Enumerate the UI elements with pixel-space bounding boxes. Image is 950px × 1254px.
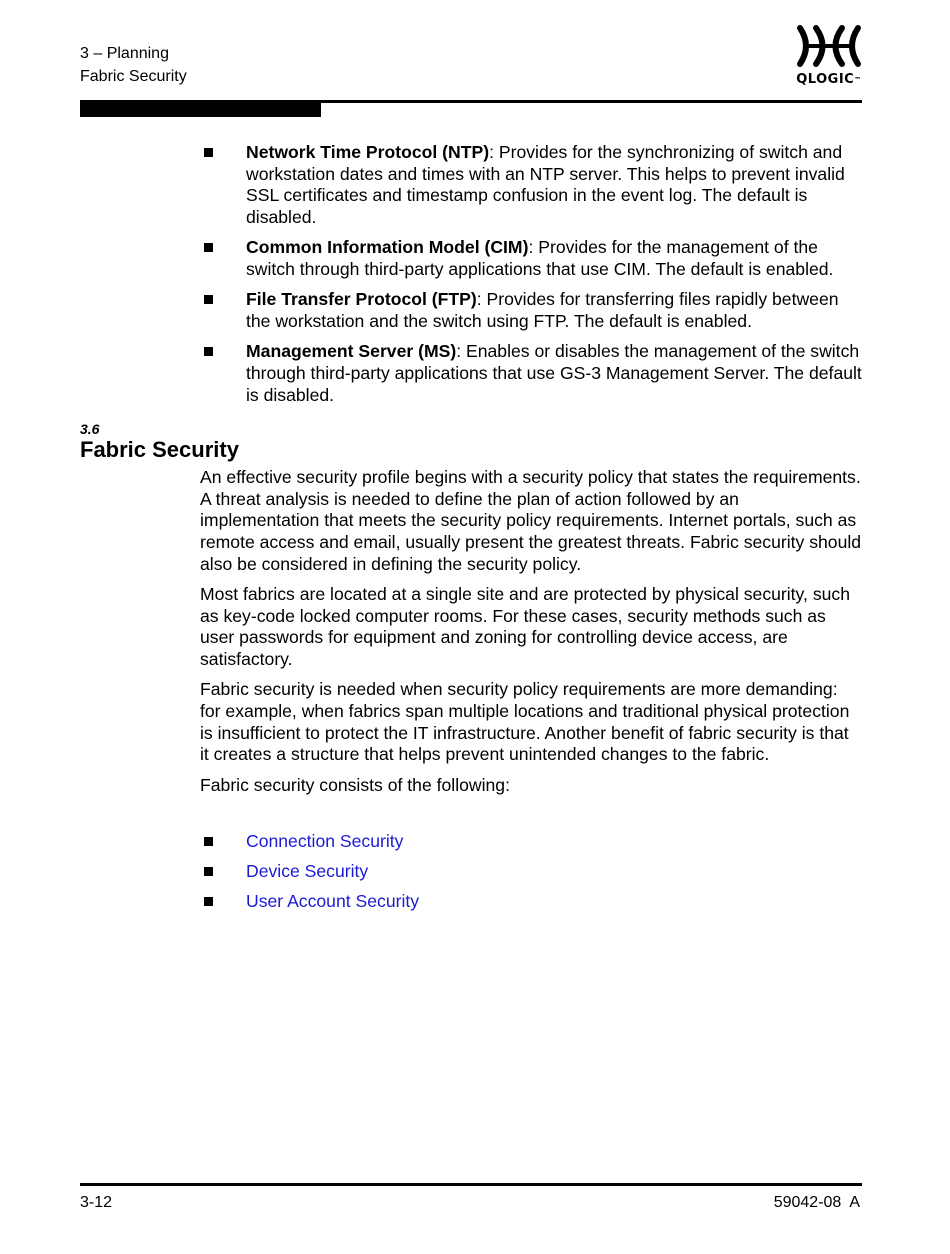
paragraph: Fabric security consists of the following: [200, 774, 510, 795]
list-item [200, 341, 862, 406]
list-item [200, 891, 862, 913]
qlogic-mark-icon [794, 22, 864, 70]
section-number: 3.6 [80, 421, 100, 437]
protocol-bullet-list [200, 142, 862, 415]
bullet-term: Network Time Protocol (NTP) [246, 142, 490, 162]
bullet-text: : Provides for the synchronizing of switch and workstation dates and times with an NTP server. This helps to prevent invalid SSL certificates and timestamp confusion in the event log. The default is disabled. [246, 142, 845, 228]
list-item [200, 289, 862, 332]
document-id: 59042-08 A [773, 1194, 860, 1211]
bullet-square-icon [204, 295, 213, 304]
list-item [200, 861, 862, 883]
fabric-security-link-list [200, 831, 862, 921]
link-device-security[interactable]: Device Security [246, 861, 369, 881]
bullet-square-icon [204, 243, 213, 252]
bullet-square-icon [204, 347, 213, 356]
paragraph: An effective security profile begins with a security policy that states the requirements. A threat analysis is needed to define the plan of action followed by an implementation that meets the security policy requirements. Internet portals, such as remote access and email, usually present the greatest threats. Fabric security should also be considered in defining the security policy. [200, 467, 862, 574]
logo-trademark: ™ [854, 76, 862, 84]
bullet-text: : Provides for the management of the switch through third-party applications that use CIM. The default is enabled. [246, 237, 834, 280]
bullet-term: File Transfer Protocol (FTP) [246, 289, 477, 310]
paragraph: Fabric security is needed when security policy requirements are more demanding: for example, when fabrics span multiple locations and traditional physical protection is insufficient to protect the IT infrastructure. Another benefit of fabric security is that it creates a structure that helps prevent unintended changes to the fabric. [200, 679, 850, 765]
bullet-term: Common Information Model (CIM) [246, 237, 529, 258]
link-connection-security[interactable]: Connection Security [246, 831, 404, 851]
logo-text: QLOGIC [796, 72, 855, 87]
section-body [200, 467, 862, 805]
bullet-square-icon [204, 148, 213, 157]
header-section: Fabric Security [80, 68, 187, 85]
bullet-term: Management Server (MS) [246, 341, 457, 362]
list-item [200, 142, 862, 229]
bullet-square-icon [204, 897, 213, 906]
bullet-text: : Provides for transferring files rapidly between the workstation and the switch using FTP. The default is enabled. [246, 289, 839, 331]
bullet-square-icon [204, 837, 213, 846]
header-chapter: 3 – Planning [80, 45, 169, 62]
bullet-text: : Enables or disables the management of the switch through third-party applications that use GS-3 Management Server. The default is disabled. [246, 341, 862, 405]
list-item [200, 237, 862, 280]
section-title: Fabric Security [80, 437, 239, 462]
link-user-account-security[interactable]: User Account Security [246, 891, 420, 911]
bullet-square-icon [204, 867, 213, 876]
qlogic-logo [794, 22, 864, 92]
paragraph: Most fabrics are located at a single site and are protected by physical security, such as key-code locked computer rooms. For these cases, security methods such as user passwords for equipment and zoning for controlling device access, are satisfactory. [200, 584, 850, 670]
footer-rule [80, 1183, 862, 1186]
header-rule-thick [80, 103, 321, 117]
page-number: 3-12 [80, 1194, 113, 1211]
list-item [200, 831, 862, 853]
